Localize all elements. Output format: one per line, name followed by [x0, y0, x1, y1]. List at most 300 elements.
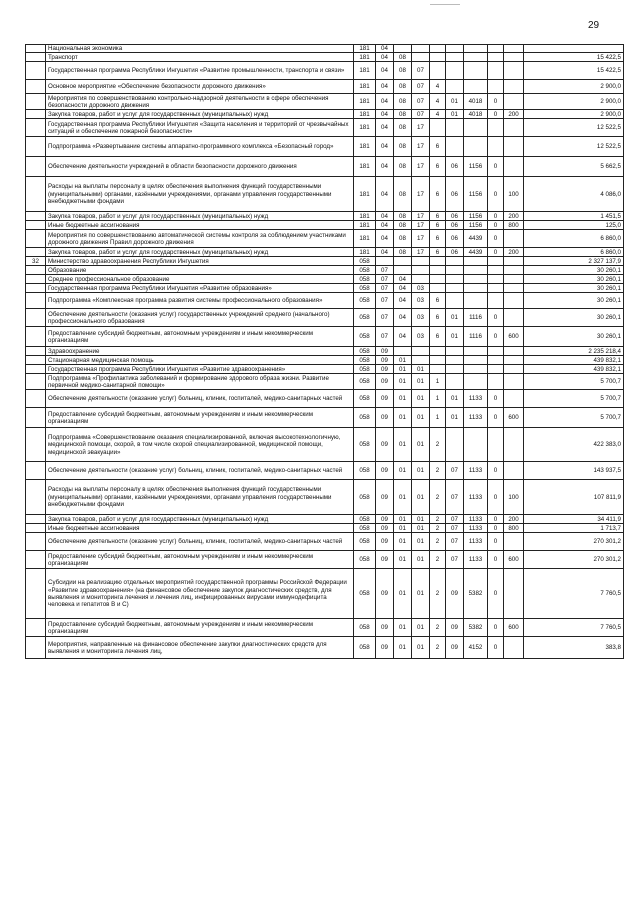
program-code-cell: 01 [412, 551, 430, 569]
direction-extra-code-cell: 0 [488, 551, 504, 569]
amount-cell: 439 832,1 [524, 365, 624, 374]
direction-extra-code-cell [488, 137, 504, 157]
table-row [26, 293, 624, 309]
expense-type-code-cell [504, 462, 524, 480]
direction-extra-code-cell: 0 [488, 230, 504, 248]
expense-name-cell: Мероприятия, направленные на финансовое обеспечение закупки диагностических средств для выявления и мониторинга лечения лиц, [46, 637, 354, 659]
expense-type-code-cell [504, 347, 524, 356]
row-number-cell [26, 533, 46, 551]
table-row [26, 257, 624, 266]
main-event-code-cell: 06 [446, 157, 464, 177]
subprogram-code-cell: 2 [430, 462, 446, 480]
subsection-code-cell: 08 [394, 53, 412, 62]
amount-cell: 2 900,0 [524, 80, 624, 94]
amount-cell: 2 327 137,9 [524, 257, 624, 266]
subprogram-code-cell [430, 257, 446, 266]
program-code-cell [412, 275, 430, 284]
ministry-code-cell: 181 [354, 62, 376, 80]
row-number-cell [26, 390, 46, 408]
direction-extra-code-cell: 0 [488, 94, 504, 110]
direction-code-cell: 4152 [464, 637, 488, 659]
subsection-code-cell: 08 [394, 119, 412, 137]
expense-type-code-cell [504, 374, 524, 390]
direction-code-cell [464, 428, 488, 462]
table-row [26, 94, 624, 110]
expense-name-cell: Иные бюджетные ассигнования [46, 524, 354, 533]
subsection-code-cell: 04 [394, 327, 412, 347]
subsection-code-cell: 04 [394, 284, 412, 293]
subprogram-code-cell: 6 [430, 327, 446, 347]
section-code-cell: 09 [376, 480, 394, 515]
subprogram-code-cell: 4 [430, 94, 446, 110]
expense-type-code-cell: 200 [504, 515, 524, 524]
subprogram-code-cell: 2 [430, 515, 446, 524]
ministry-code-cell: 181 [354, 157, 376, 177]
expense-type-code-cell [504, 309, 524, 327]
direction-extra-code-cell: 0 [488, 408, 504, 428]
subsection-code-cell [394, 347, 412, 356]
direction-code-cell: 1133 [464, 524, 488, 533]
main-event-code-cell: 07 [446, 551, 464, 569]
ministry-code-cell: 058 [354, 266, 376, 275]
subprogram-code-cell: 2 [430, 480, 446, 515]
amount-cell: 30 260,1 [524, 284, 624, 293]
direction-code-cell [464, 347, 488, 356]
expense-name-cell: Расходы на выплаты персоналу в целях обеспечения выполнения функций государственными (муниципальными) органами, казёнными учреждениями, органами управления государственными внебюджетными фондами [46, 177, 354, 212]
row-number-cell [26, 619, 46, 637]
program-code-cell [412, 356, 430, 365]
row-number-cell [26, 284, 46, 293]
subsection-code-cell: 08 [394, 230, 412, 248]
section-code-cell: 09 [376, 390, 394, 408]
amount-cell: 1 451,5 [524, 212, 624, 221]
subprogram-code-cell [430, 275, 446, 284]
subsection-code-cell [394, 45, 412, 53]
section-code-cell: 09 [376, 365, 394, 374]
ministry-code-cell: 058 [354, 551, 376, 569]
program-code-cell: 17 [412, 221, 430, 230]
direction-extra-code-cell [488, 62, 504, 80]
table-row [26, 248, 624, 257]
amount-cell: 5 700,7 [524, 408, 624, 428]
expense-type-code-cell [504, 637, 524, 659]
direction-code-cell [464, 137, 488, 157]
subsection-code-cell [394, 257, 412, 266]
direction-code-cell: 1133 [464, 408, 488, 428]
program-code-cell: 01 [412, 428, 430, 462]
table-row [26, 119, 624, 137]
row-number-cell [26, 53, 46, 62]
section-code-cell: 09 [376, 551, 394, 569]
table-row [26, 157, 624, 177]
main-event-code-cell [446, 119, 464, 137]
table-row [26, 365, 624, 374]
expense-name-cell: Стационарная медицинская помощь [46, 356, 354, 365]
amount-cell: 5 662,5 [524, 157, 624, 177]
program-code-cell: 01 [412, 480, 430, 515]
section-code-cell: 04 [376, 45, 394, 53]
amount-cell: 107 811,9 [524, 480, 624, 515]
direction-extra-code-cell [488, 356, 504, 365]
subprogram-code-cell: 2 [430, 637, 446, 659]
ministry-code-cell: 058 [354, 515, 376, 524]
row-number-cell [26, 110, 46, 119]
expense-name-cell: Расходы на выплаты персоналу в целях обеспечения выполнения функций государственными (муниципальными) органами, казёнными учреждениями, органами управления государственными внебюджетными фондами [46, 480, 354, 515]
subsection-code-cell: 01 [394, 637, 412, 659]
expense-type-code-cell [504, 119, 524, 137]
subsection-code-cell: 01 [394, 365, 412, 374]
section-code-cell: 04 [376, 62, 394, 80]
subprogram-code-cell: 6 [430, 230, 446, 248]
direction-extra-code-cell [488, 347, 504, 356]
budget-table [25, 44, 624, 659]
expense-name-cell: Закупка товаров, работ и услуг для государственных (муниципальных) нужд [46, 515, 354, 524]
amount-cell: 15 422,5 [524, 53, 624, 62]
main-event-code-cell: 07 [446, 480, 464, 515]
table-row [26, 45, 624, 53]
subprogram-code-cell: 4 [430, 110, 446, 119]
expense-name-cell: Обеспечение деятельности учреждений в области безопасности дорожного движения [46, 157, 354, 177]
row-number-cell [26, 212, 46, 221]
row-number-cell [26, 347, 46, 356]
amount-cell: 270 301,2 [524, 533, 624, 551]
main-event-code-cell [446, 53, 464, 62]
subprogram-code-cell: 6 [430, 157, 446, 177]
ministry-code-cell: 058 [354, 462, 376, 480]
expense-name-cell: Предоставление субсидий бюджетным, автономным учреждениям и иным некоммерческим организациям [46, 551, 354, 569]
main-event-code-cell: 01 [446, 327, 464, 347]
expense-name-cell: Государственная программа Республики Ингушетия «Защита населения и территорий от чрезвычайных ситуаций и обеспечение пожарной безопасности» [46, 119, 354, 137]
expense-type-code-cell [504, 53, 524, 62]
ministry-code-cell: 058 [354, 356, 376, 365]
ministry-code-cell: 058 [354, 374, 376, 390]
expense-type-code-cell [504, 257, 524, 266]
direction-extra-code-cell: 0 [488, 309, 504, 327]
subsection-code-cell: 01 [394, 374, 412, 390]
ministry-code-cell: 058 [354, 284, 376, 293]
main-event-code-cell: 07 [446, 524, 464, 533]
expense-name-cell: Государственная программа Республики Ингушетия «Развитие образования» [46, 284, 354, 293]
direction-extra-code-cell: 0 [488, 515, 504, 524]
main-event-code-cell: 06 [446, 221, 464, 230]
ministry-code-cell: 181 [354, 94, 376, 110]
amount-cell: 5 700,7 [524, 390, 624, 408]
section-code-cell: 09 [376, 515, 394, 524]
ministry-code-cell: 058 [354, 293, 376, 309]
expense-name-cell: Подпрограмма «Совершенствование оказания специализированной, включая высокотехнологичную, медицинской помощи, скорой, в том числе скорой специализированной, медицинской помощи, медицинской эвакуации» [46, 428, 354, 462]
table-row [26, 637, 624, 659]
expense-name-cell: Мероприятия по совершенствованию автоматической системы контроля за соблюдением участниками дорожного движения Правил дорожного движения [46, 230, 354, 248]
row-number-cell [26, 327, 46, 347]
amount-cell: 4 086,0 [524, 177, 624, 212]
subprogram-code-cell: 4 [430, 80, 446, 94]
direction-extra-code-cell: 0 [488, 212, 504, 221]
direction-code-cell [464, 275, 488, 284]
row-number-cell [26, 637, 46, 659]
program-code-cell: 03 [412, 327, 430, 347]
subsection-code-cell: 08 [394, 248, 412, 257]
ministry-code-cell: 058 [354, 524, 376, 533]
expense-name-cell: Подпрограмма «Развертывание системы аппаратно-программного комплекса «Безопасный город» [46, 137, 354, 157]
table-row [26, 428, 624, 462]
section-code-cell: 09 [376, 356, 394, 365]
direction-code-cell: 1133 [464, 551, 488, 569]
expense-name-cell: Обеспечение деятельности (оказание услуг) больниц, клиник, госпиталей, медико-санитарных частей [46, 462, 354, 480]
expense-type-code-cell [504, 275, 524, 284]
section-code-cell: 09 [376, 569, 394, 619]
subsection-code-cell: 01 [394, 619, 412, 637]
program-code-cell [412, 45, 430, 53]
ministry-code-cell: 058 [354, 275, 376, 284]
expense-name-cell: Обеспечение деятельности (оказание услуг) больниц, клиник, госпиталей, медико-санитарных частей [46, 533, 354, 551]
ministry-code-cell: 181 [354, 137, 376, 157]
section-code-cell: 04 [376, 177, 394, 212]
expense-type-code-cell: 800 [504, 524, 524, 533]
table-row [26, 390, 624, 408]
subprogram-code-cell: 2 [430, 619, 446, 637]
subprogram-code-cell: 2 [430, 533, 446, 551]
amount-cell [524, 45, 624, 53]
direction-extra-code-cell: 0 [488, 177, 504, 212]
direction-extra-code-cell: 0 [488, 619, 504, 637]
direction-code-cell: 1156 [464, 212, 488, 221]
program-code-cell: 01 [412, 524, 430, 533]
table-row [26, 284, 624, 293]
ministry-code-cell: 181 [354, 248, 376, 257]
subsection-code-cell: 01 [394, 408, 412, 428]
expense-name-cell: Закупка товаров, работ и услуг для государственных (муниципальных) нужд [46, 212, 354, 221]
expense-name-cell: Обеспечение деятельности (оказания услуг) государственных учреждений среднего (начального) профессионального образования [46, 309, 354, 327]
subsection-code-cell: 08 [394, 212, 412, 221]
program-code-cell [412, 266, 430, 275]
table-row [26, 212, 624, 221]
subprogram-code-cell: 6 [430, 137, 446, 157]
table-row [26, 515, 624, 524]
amount-cell: 7 760,5 [524, 619, 624, 637]
table-row [26, 408, 624, 428]
table-row [26, 347, 624, 356]
section-code-cell: 09 [376, 347, 394, 356]
expense-type-code-cell [504, 356, 524, 365]
expense-name-cell: Иные бюджетные ассигнования [46, 221, 354, 230]
ministry-code-cell: 058 [354, 408, 376, 428]
main-event-code-cell [446, 347, 464, 356]
program-code-cell: 07 [412, 110, 430, 119]
program-code-cell: 17 [412, 248, 430, 257]
main-event-code-cell: 09 [446, 619, 464, 637]
table-row [26, 356, 624, 365]
main-event-code-cell: 07 [446, 515, 464, 524]
row-number-cell [26, 94, 46, 110]
expense-type-code-cell [504, 533, 524, 551]
scan-mark [430, 4, 460, 5]
direction-code-cell [464, 365, 488, 374]
table-row [26, 230, 624, 248]
table-row [26, 533, 624, 551]
row-number-cell [26, 356, 46, 365]
amount-cell: 6 860,0 [524, 230, 624, 248]
row-number-cell [26, 462, 46, 480]
program-code-cell: 17 [412, 119, 430, 137]
section-code-cell: 04 [376, 157, 394, 177]
ministry-code-cell: 058 [354, 327, 376, 347]
main-event-code-cell [446, 374, 464, 390]
direction-code-cell: 1133 [464, 533, 488, 551]
program-code-cell: 01 [412, 390, 430, 408]
direction-code-cell [464, 62, 488, 80]
expense-type-code-cell [504, 569, 524, 619]
subprogram-code-cell [430, 284, 446, 293]
subprogram-code-cell: 2 [430, 569, 446, 619]
row-number-cell [26, 62, 46, 80]
amount-cell: 439 832,1 [524, 356, 624, 365]
expense-name-cell: Подпрограмма «Профилактика заболеваний и формирование здорового образа жизни. Развитие первичной медико-санитарной помощи» [46, 374, 354, 390]
section-code-cell [376, 257, 394, 266]
row-number-cell [26, 266, 46, 275]
table-row [26, 309, 624, 327]
row-number-cell [26, 365, 46, 374]
section-code-cell: 07 [376, 327, 394, 347]
expense-type-code-cell [504, 284, 524, 293]
program-code-cell [412, 347, 430, 356]
ministry-code-cell: 181 [354, 177, 376, 212]
direction-code-cell [464, 53, 488, 62]
program-code-cell: 03 [412, 293, 430, 309]
subsection-code-cell: 04 [394, 275, 412, 284]
main-event-code-cell: 01 [446, 408, 464, 428]
direction-extra-code-cell: 0 [488, 157, 504, 177]
amount-cell: 5 700,7 [524, 374, 624, 390]
direction-code-cell: 4018 [464, 94, 488, 110]
amount-cell: 12 522,5 [524, 137, 624, 157]
expense-type-code-cell: 200 [504, 212, 524, 221]
direction-code-cell: 1156 [464, 221, 488, 230]
row-number-cell [26, 221, 46, 230]
main-event-code-cell: 07 [446, 462, 464, 480]
direction-code-cell: 5382 [464, 619, 488, 637]
row-number-cell [26, 374, 46, 390]
direction-extra-code-cell [488, 374, 504, 390]
expense-name-cell: Национальная экономика [46, 45, 354, 53]
amount-cell: 30 260,1 [524, 327, 624, 347]
main-event-code-cell [446, 257, 464, 266]
section-code-cell: 07 [376, 309, 394, 327]
direction-extra-code-cell [488, 275, 504, 284]
main-event-code-cell [446, 275, 464, 284]
expense-name-cell: Среднее профессиональное образование [46, 275, 354, 284]
expense-type-code-cell: 200 [504, 248, 524, 257]
expense-type-code-cell: 600 [504, 408, 524, 428]
ministry-code-cell: 181 [354, 212, 376, 221]
table-row [26, 266, 624, 275]
subsection-code-cell: 04 [394, 293, 412, 309]
section-code-cell: 04 [376, 110, 394, 119]
subprogram-code-cell [430, 356, 446, 365]
program-code-cell: 07 [412, 62, 430, 80]
row-number-cell [26, 293, 46, 309]
direction-code-cell [464, 257, 488, 266]
subsection-code-cell: 01 [394, 428, 412, 462]
expense-type-code-cell: 600 [504, 619, 524, 637]
expense-name-cell: Предоставление субсидий бюджетным, автономным учреждениям и иным некоммерческим организациям [46, 327, 354, 347]
subprogram-code-cell [430, 119, 446, 137]
subprogram-code-cell [430, 53, 446, 62]
program-code-cell: 01 [412, 619, 430, 637]
direction-code-cell: 4018 [464, 110, 488, 119]
table-row [26, 221, 624, 230]
subprogram-code-cell: 6 [430, 212, 446, 221]
section-code-cell: 09 [376, 533, 394, 551]
amount-cell: 383,8 [524, 637, 624, 659]
expense-name-cell: Закупка товаров, работ и услуг для государственных (муниципальных) нужд [46, 248, 354, 257]
section-code-cell: 09 [376, 462, 394, 480]
expense-type-code-cell: 100 [504, 177, 524, 212]
expense-type-code-cell [504, 266, 524, 275]
main-event-code-cell [446, 365, 464, 374]
main-event-code-cell: 06 [446, 230, 464, 248]
main-event-code-cell: 01 [446, 309, 464, 327]
expense-type-code-cell: 100 [504, 480, 524, 515]
direction-code-cell [464, 374, 488, 390]
section-code-cell: 04 [376, 137, 394, 157]
main-event-code-cell: 01 [446, 390, 464, 408]
subsection-code-cell: 08 [394, 80, 412, 94]
expense-type-code-cell [504, 80, 524, 94]
direction-code-cell: 1156 [464, 157, 488, 177]
direction-code-cell [464, 80, 488, 94]
program-code-cell [412, 257, 430, 266]
amount-cell: 2 900,0 [524, 110, 624, 119]
section-code-cell: 09 [376, 374, 394, 390]
subprogram-code-cell: 1 [430, 374, 446, 390]
expense-name-cell: Министерство здравоохранения Республики Ингушетия [46, 257, 354, 266]
direction-code-cell: 4439 [464, 230, 488, 248]
expense-type-code-cell: 600 [504, 551, 524, 569]
expense-type-code-cell [504, 157, 524, 177]
main-event-code-cell: 01 [446, 110, 464, 119]
subsection-code-cell: 01 [394, 480, 412, 515]
page-number: 29 [588, 20, 600, 31]
expense-type-code-cell [504, 428, 524, 462]
program-code-cell: 01 [412, 533, 430, 551]
expense-type-code-cell: 800 [504, 221, 524, 230]
amount-cell: 34 411,9 [524, 515, 624, 524]
expense-name-cell: Предоставление субсидий бюджетным, автономным учреждениям и иным некоммерческим организациям [46, 619, 354, 637]
program-code-cell: 17 [412, 177, 430, 212]
direction-extra-code-cell [488, 53, 504, 62]
expense-name-cell: Образование [46, 266, 354, 275]
program-code-cell: 17 [412, 137, 430, 157]
direction-extra-code-cell [488, 45, 504, 53]
table-row [26, 137, 624, 157]
ministry-code-cell: 181 [354, 45, 376, 53]
direction-extra-code-cell: 0 [488, 462, 504, 480]
expense-name-cell: Предоставление субсидий бюджетным, автономным учреждениям и иным некоммерческим организациям [46, 408, 354, 428]
section-code-cell: 04 [376, 53, 394, 62]
direction-code-cell: 1133 [464, 462, 488, 480]
table-row [26, 62, 624, 80]
table-row [26, 551, 624, 569]
expense-type-code-cell [504, 390, 524, 408]
amount-cell: 6 860,0 [524, 248, 624, 257]
amount-cell: 12 522,5 [524, 119, 624, 137]
ministry-code-cell: 181 [354, 221, 376, 230]
direction-code-cell: 1133 [464, 480, 488, 515]
row-number-cell [26, 551, 46, 569]
row-number-cell [26, 408, 46, 428]
expense-name-cell: Мероприятия по совершенствованию контрольно-надзорной деятельности в сфере обеспечения безопасности дорожного движения [46, 94, 354, 110]
main-event-code-cell: 07 [446, 533, 464, 551]
